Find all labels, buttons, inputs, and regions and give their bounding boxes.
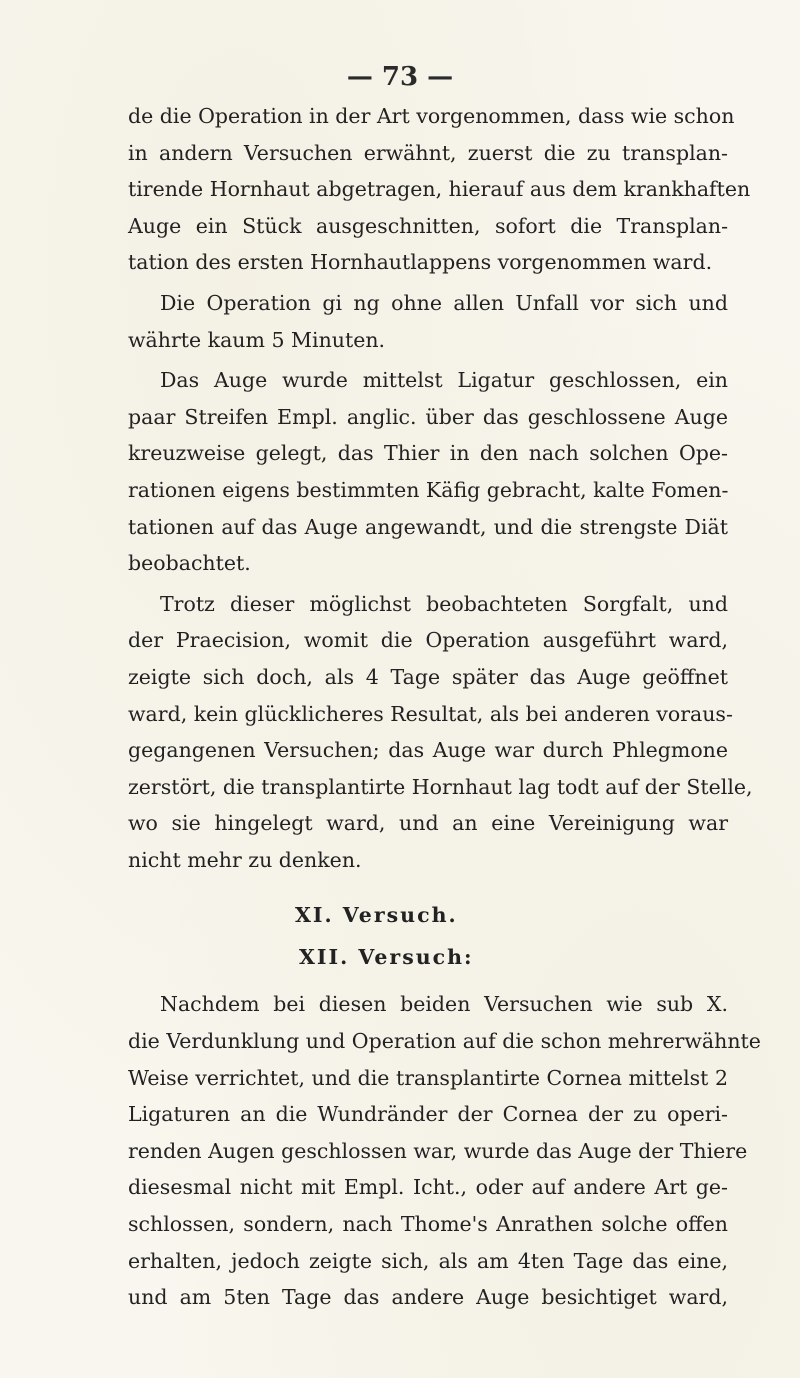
- paragraph: [128, 98, 751, 281]
- text-line: und am 5ten Tage das andere Auge besichtiget ward,: [128, 1285, 728, 1310]
- section-heading: XI. Versuch.: [295, 903, 458, 928]
- text-line: gegangenen Versuchen; das Auge war durch Phlegmone: [128, 738, 728, 763]
- text-line: schlossen, sondern, nach Thome's Anrathen solche offen: [128, 1212, 728, 1237]
- text-line: Ligaturen an die Wundränder der Cornea der zu operi-: [128, 1102, 728, 1127]
- page-number: — 73 —: [346, 62, 454, 92]
- section-heading: XII. Versuch:: [299, 945, 474, 970]
- text-line: ward, kein glücklicheres Resultat, als bei anderen voraus-: [128, 701, 733, 726]
- paragraph: [128, 986, 761, 1315]
- text-line: tirende Hornhaut abgetragen, hierauf aus dem krankhaften: [128, 177, 751, 202]
- text-line: beobachtet.: [128, 551, 251, 576]
- paragraph: [128, 362, 728, 582]
- paragraph: [128, 586, 753, 879]
- text-line: wo sie hingelegt ward, und an eine Vereinigung war: [128, 811, 728, 836]
- text-line: zerstört, die transplantirte Hornhaut lag todt auf der Stelle,: [128, 774, 753, 799]
- text-line: renden Augen geschlossen war, wurde das Auge der Thiere: [128, 1138, 748, 1163]
- paragraph: [128, 285, 728, 358]
- text-line: Trotz dieser möglichst beobachteten Sorgfalt, und: [160, 591, 728, 616]
- text-line: diesesmal nicht mit Empl. Icht., oder auf andere Art ge-: [128, 1175, 728, 1200]
- text-line: nicht mehr zu denken.: [128, 847, 362, 872]
- text-line: in andern Versuchen erwähnt, zuerst die zu transplan-: [128, 140, 728, 165]
- text-line: kreuzweise gelegt, das Thier in den nach solchen Ope-: [128, 441, 728, 466]
- text-line: paar Streifen Empl. anglic. über das geschlossene Auge: [128, 404, 728, 429]
- text-line: tation des ersten Hornhautlappens vorgenommen ward.: [128, 250, 713, 275]
- text-line: die Verdunklung und Operation auf die schon mehrerwähnte: [128, 1029, 761, 1054]
- text-line: Das Auge wurde mittelst Ligatur geschlossen, ein: [160, 368, 728, 393]
- text-line: währte kaum 5 Minuten.: [128, 327, 386, 352]
- page-text-block: [128, 98, 761, 1316]
- text-line: rationen eigens bestimmten Käfig gebracht, kalte Fomen-: [128, 477, 729, 502]
- text-line: Die Operation gi ng ohne allen Unfall vor sich und: [160, 290, 728, 315]
- text-line: der Praecision, womit die Operation ausgeführt ward,: [128, 628, 728, 653]
- text-line: Weise verrichtet, und die transplantirte Cornea mittelst 2: [128, 1065, 728, 1090]
- text-line: de die Operation in der Art vorgenommen, dass wie schon: [128, 104, 735, 128]
- text-line: Auge ein Stück ausgeschnitten, sofort die Transplan-: [128, 213, 728, 238]
- text-line: Nachdem bei diesen beiden Versuchen wie sub X.: [160, 992, 728, 1017]
- text-line: erhalten, jedoch zeigte sich, als am 4ten Tage das eine,: [128, 1248, 728, 1273]
- text-line: tationen auf das Auge angewandt, und die strengste Diät: [128, 514, 728, 539]
- text-line: zeigte sich doch, als 4 Tage später das Auge geöffnet: [128, 664, 728, 689]
